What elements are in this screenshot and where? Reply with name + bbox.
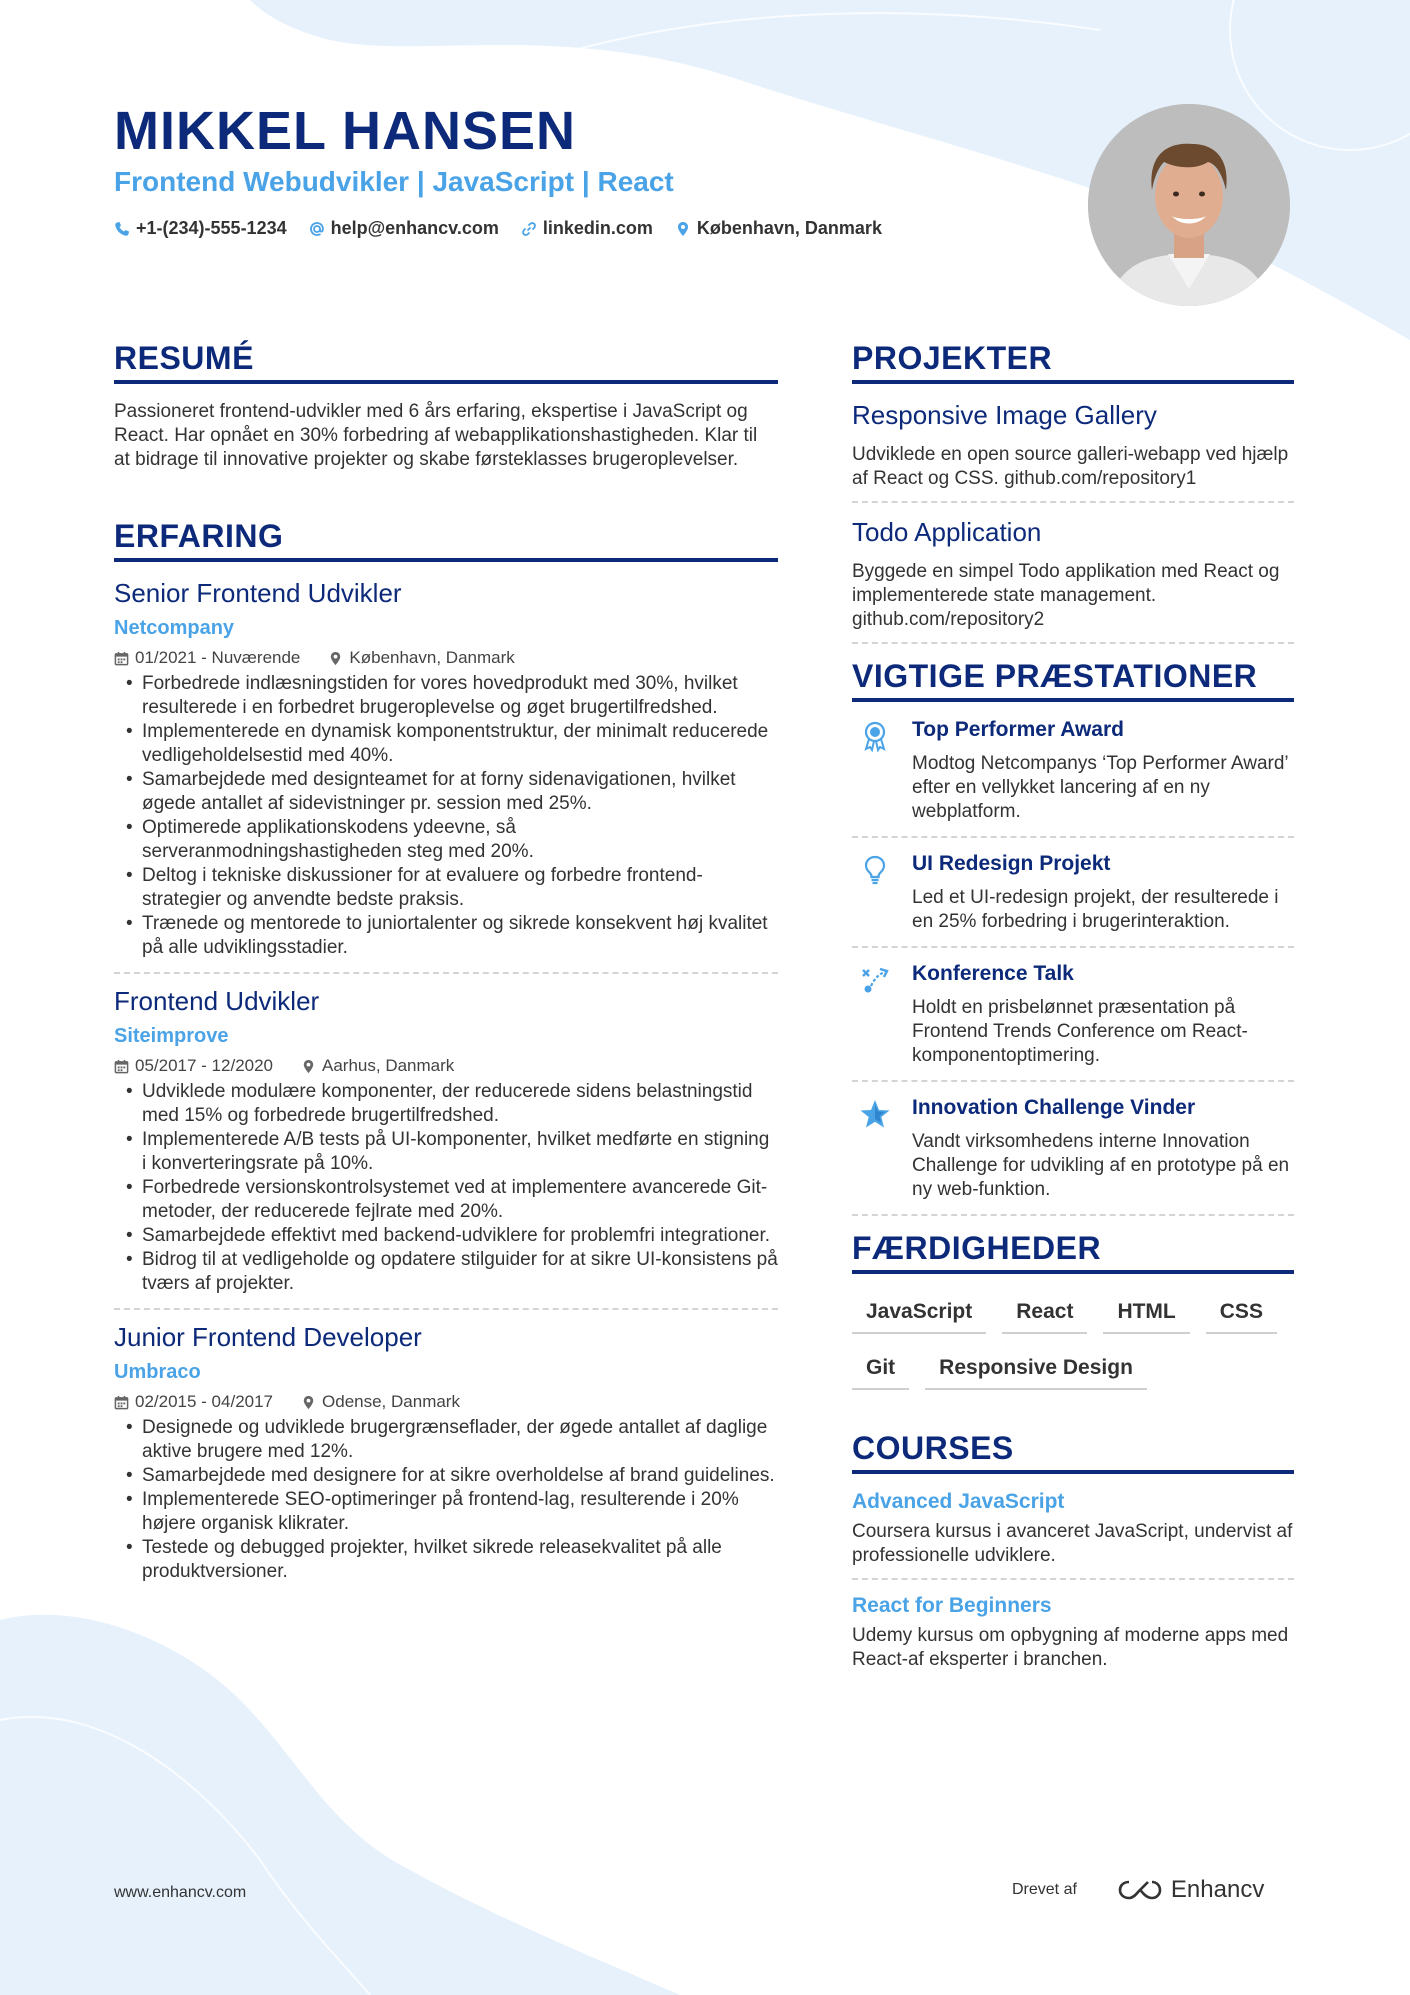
job-title: Junior Frontend Developer [114, 1322, 422, 1352]
enhancv-logo-icon [1117, 1877, 1163, 1903]
candidate-title: Frontend Webudvikler | JavaScript | React [114, 166, 674, 197]
calendar-icon [114, 1395, 129, 1410]
brand-logo[interactable] [1117, 1876, 1264, 1904]
project-desc: Udviklede en open source galleri-webapp ved hjælp af React og CSS. github.com/repository1 [852, 444, 1289, 489]
footer-website[interactable]: www.enhancv.com [114, 1884, 247, 1901]
skill-tag: React [1002, 1294, 1087, 1334]
resume-heading: RESUMÉ [114, 340, 778, 384]
projects-heading: PROJEKTER [852, 340, 1294, 384]
course-item [852, 1594, 1294, 1682]
job-bullets [114, 672, 778, 960]
achievement-title: Konference Talk [912, 962, 1074, 985]
bullet-item: • Implementerede en dynamisk komponentstruktur, der minimalt reducerede vedligeholdelsestid med 40%. [114, 720, 778, 768]
avatar [1088, 104, 1290, 306]
project-title: Todo Application [852, 517, 1042, 547]
job-dates-text: 01/2021 - Nuværende [135, 648, 301, 667]
project-item [852, 400, 1294, 503]
bullet-item: • Implementerede SEO-optimeringer på frontend-lag, resulterende i 20% højere organisk klikrater. [114, 1488, 778, 1536]
job-company: Umbraco [114, 1361, 201, 1383]
job-bullets [114, 1416, 778, 1584]
achievement-item [852, 962, 1294, 1082]
achievement-item [852, 1096, 1294, 1216]
skill-tag: JavaScript [852, 1294, 986, 1334]
job-location [301, 1056, 454, 1076]
contact-email-text: help@enhancv.com [330, 218, 499, 238]
location-icon [328, 651, 343, 666]
achievement-desc: Holdt en prisbelønnet præsentation på Frontend Trends Conference om React-komponentoptimering. [912, 997, 1248, 1066]
achievements-heading: VIGTIGE PRÆSTATIONER [852, 658, 1294, 702]
strategy-icon [859, 964, 891, 996]
job-location-text: Aarhus, Danmark [322, 1056, 455, 1075]
contact-phone[interactable] [114, 218, 287, 239]
job-entry [114, 986, 778, 1310]
project-title: Responsive Image Gallery [852, 400, 1157, 430]
job-dates [114, 1392, 273, 1412]
job-dates-text: 05/2017 - 12/2020 [135, 1056, 274, 1075]
experience-heading: ERFARING [114, 518, 778, 562]
contact-linkedin-text: linkedin.com [542, 218, 653, 238]
job-location [301, 1392, 460, 1412]
achievement-title: UI Redesign Projekt [912, 852, 1111, 875]
job-meta [114, 1056, 778, 1076]
job-entry [114, 578, 778, 974]
lightbulb-icon [859, 854, 891, 886]
achievement-title: Innovation Challenge Vinder [912, 1096, 1196, 1119]
bullet-item: • Bidrog til at vedligeholde og opdatere stilguider for at sikre UI-konsistens på tværs af projekter. [114, 1248, 778, 1296]
job-meta [114, 648, 778, 668]
bullet-item: • Testede og debugged projekter, hvilket sikrede releasekvalitet på alle produktversioner. [114, 1536, 778, 1584]
skills-list [852, 1290, 1294, 1390]
achievement-title: Top Performer Award [912, 718, 1124, 741]
job-title: Senior Frontend Udvikler [114, 578, 402, 608]
job-company: Siteimprove [114, 1025, 229, 1047]
skills-heading: FÆRDIGHEDER [852, 1230, 1294, 1274]
contact-location-text: København, Danmark [696, 218, 882, 238]
course-desc: Udemy kursus om opbygning af moderne apps med React-af eksperter i branchen. [852, 1625, 1289, 1670]
project-desc: Byggede en simpel Todo applikation med React og implementerede state management. github.com/repository2 [852, 561, 1280, 630]
brand-name: Enhancv [1170, 1876, 1265, 1903]
contact-bar [114, 218, 882, 239]
phone-icon [114, 221, 130, 237]
job-bullets [114, 1080, 778, 1296]
job-meta [114, 1392, 778, 1412]
star-icon [859, 1098, 891, 1130]
skill-tag: Responsive Design [925, 1350, 1147, 1390]
contact-email[interactable] [309, 218, 499, 239]
award-ribbon-icon [859, 720, 891, 752]
course-desc: Coursera kursus i avanceret JavaScript, undervist af professionelle udviklere. [852, 1521, 1293, 1566]
location-icon [301, 1395, 316, 1410]
location-icon [301, 1059, 316, 1074]
achievement-item [852, 852, 1294, 948]
job-company: Netcompany [114, 617, 235, 639]
job-location [328, 648, 514, 668]
bullet-item: • Udviklede modulære komponenter, der reducerede sidens belastningstid med 15% og forbedrede brugertilfredshed. [114, 1080, 778, 1128]
achievement-item [852, 718, 1294, 838]
job-dates [114, 1056, 273, 1076]
left-column [114, 340, 778, 1608]
footer-branding [1012, 1876, 1264, 1904]
powered-by-label: Drevet af [1012, 1881, 1077, 1898]
bullet-item: • Designede og udviklede brugergrænseflader, der øgede antallet af daglige aktive brugere med 12%. [114, 1416, 778, 1464]
bullet-item: • Implementerede A/B tests på UI-komponenter, hvilket medførte en stigning i konverteringsrate på 10%. [114, 1128, 778, 1176]
contact-phone-text: +1-(234)-555-1234 [136, 218, 287, 238]
course-item [852, 1490, 1294, 1580]
job-location-text: København, Danmark [349, 648, 515, 667]
course-title: Advanced JavaScript [852, 1490, 1065, 1513]
bullet-item: • Forbedrede versionskontrolsystemet ved at implementere avancerede Git-metoder, der reducerede fejlrate med 20%. [114, 1176, 778, 1224]
bullet-item: • Trænede og mentorede to juniortalenter og sikrede konsekvent høj kvalitet på alle udviklingsstadier. [114, 912, 778, 960]
at-icon [309, 221, 325, 237]
link-icon [521, 221, 537, 237]
job-dates [114, 648, 300, 668]
project-item [852, 517, 1294, 644]
calendar-icon [114, 651, 129, 666]
contact-location [675, 218, 882, 239]
bullet-item: • Deltog i tekniske diskussioner for at evaluere og forbedre frontend-strategier og anvendte bedste praksis. [114, 864, 778, 912]
skill-tag: CSS [1206, 1294, 1277, 1334]
achievement-desc: Modtog Netcompanys ‘Top Performer Award’ efter en vellykket lancering af en ny webplatform. [912, 753, 1288, 822]
resume-summary: Passioneret frontend-udvikler med 6 års erfaring, ekspertise i JavaScript og React. Har opnået en 30% forbedring af webapplikationshastigheden. Klar til at bidrage til innovative projekter og skabe førsteklasses brugeroplevelser. [114, 401, 758, 470]
calendar-icon [114, 1059, 129, 1074]
contact-linkedin[interactable] [521, 218, 653, 239]
job-dates-text: 02/2015 - 04/2017 [135, 1392, 274, 1411]
candidate-name: MIKKEL HANSEN [114, 101, 577, 161]
achievement-desc: Led et UI-redesign projekt, der resulterede i en 25% forbedring i brugerinteraktion. [912, 887, 1279, 932]
bullet-item: • Optimerede applikationskodens ydeevne, så serveranmodningshastigheden steg med 20%. [114, 816, 778, 864]
bullet-item: • Forbedrede indlæsningstiden for vores hovedprodukt med 30%, hvilket resulterede i en forbedret brugeroplevelse og øget brugertilfredshed. [114, 672, 778, 720]
job-title: Frontend Udvikler [114, 986, 320, 1016]
right-column [852, 340, 1294, 1696]
bullet-item: • Samarbejdede med designere for at sikre overholdelse af brand guidelines. [114, 1464, 778, 1488]
job-location-text: Odense, Danmark [322, 1392, 460, 1411]
job-entry [114, 1322, 778, 1596]
courses-heading: COURSES [852, 1430, 1294, 1474]
achievement-desc: Vandt virksomhedens interne Innovation Challenge for udvikling af en prototype på en ny web-funktion. [912, 1131, 1290, 1200]
skill-tag: Git [852, 1350, 909, 1390]
location-icon [675, 221, 691, 237]
bullet-item: • Samarbejdede effektivt med backend-udviklere for problemfri integrationer. [114, 1224, 778, 1248]
course-title: React for Beginners [852, 1594, 1052, 1617]
bullet-item: • Samarbejdede med designteamet for at forny sidenavigationen, hvilket øgede antallet af sidevistninger pr. session med 25%. [114, 768, 778, 816]
skill-tag: HTML [1103, 1294, 1189, 1334]
